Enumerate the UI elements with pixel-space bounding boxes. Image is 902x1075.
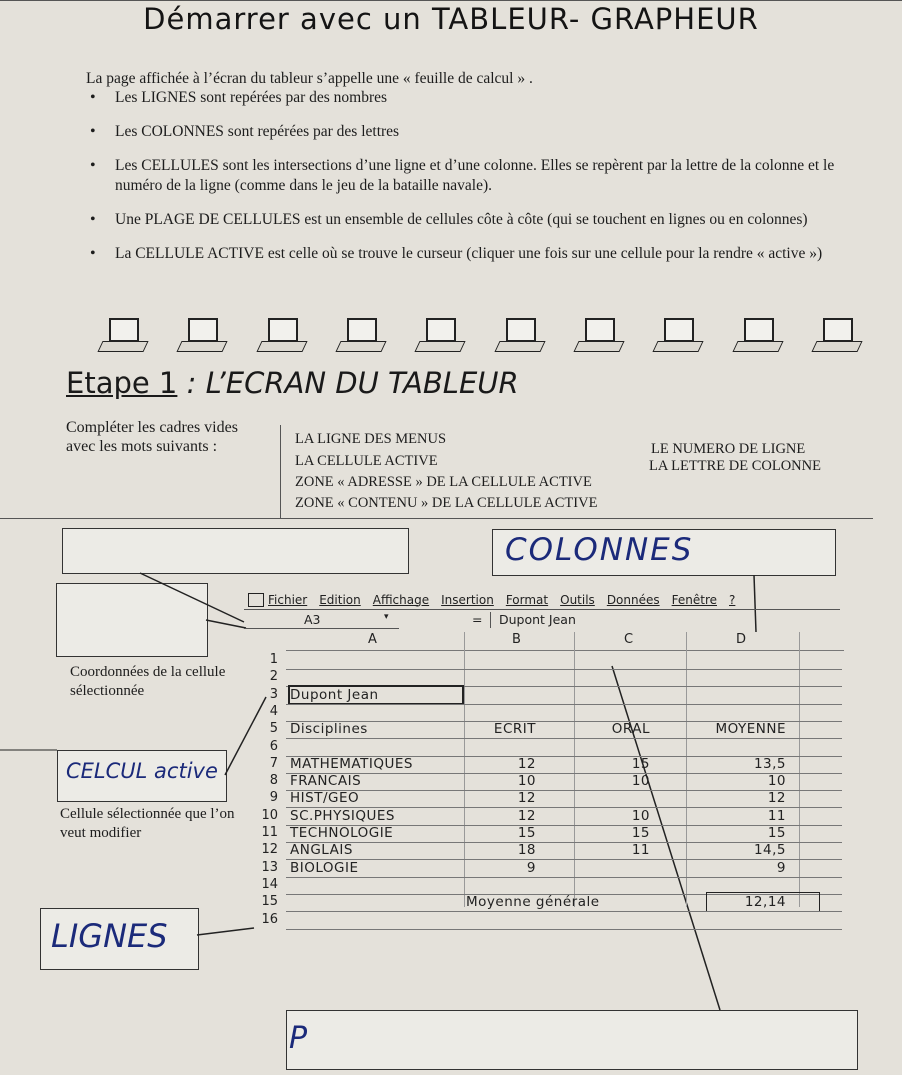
- table-row: [244, 860, 844, 878]
- answer-colonnes: COLONNES: [505, 532, 694, 568]
- label-coordonnees: Coordonnées de la cellule sélectionnée: [70, 664, 226, 699]
- cell-d[interactable]: 14,5: [753, 842, 786, 859]
- cell-d[interactable]: 13,5: [753, 755, 786, 772]
- menu-bar: [244, 590, 840, 610]
- menu-help[interactable]: ?: [729, 592, 736, 607]
- definition-colonnes: • Les COLONNES sont repérées par des lettres: [88, 122, 858, 142]
- cell-a[interactable]: MATHEMATIQUES: [290, 755, 413, 772]
- cell-b[interactable]: 9: [526, 859, 536, 876]
- step-text: : L’ECRAN DU TABLEUR: [186, 366, 519, 400]
- cell-a[interactable]: ANGLAIS: [290, 842, 353, 859]
- table-row: [244, 739, 844, 757]
- row-number[interactable]: 13: [261, 859, 278, 875]
- cell-d[interactable]: MOYENNE: [715, 721, 786, 738]
- cell-c[interactable]: 15: [631, 755, 650, 772]
- answer-cellule-active: CELCUL active: [66, 759, 218, 783]
- cell-a[interactable]: BIOLOGIE: [290, 859, 359, 876]
- name-box[interactable]: [244, 612, 399, 629]
- cell-d[interactable]: 15: [767, 825, 786, 841]
- word-menus: LA LIGNE DES MENUS: [295, 431, 447, 447]
- column-header-d[interactable]: D: [736, 632, 747, 647]
- cell-d[interactable]: 12,14: [744, 894, 786, 911]
- column-header-b[interactable]: B: [512, 632, 521, 647]
- definition-lignes: • Les LIGNES sont repérées par des nombres: [88, 88, 858, 108]
- table-row: [244, 825, 844, 843]
- menu-fenetre[interactable]: Fenêtre: [671, 592, 717, 607]
- column-header-a[interactable]: A: [368, 632, 377, 647]
- word-cellule-active: LA CELLULE ACTIVE: [295, 453, 438, 469]
- cell-a[interactable]: FRANCAIS: [290, 773, 362, 790]
- step-label: Etape 1: [66, 366, 178, 400]
- cell-b[interactable]: 15: [517, 825, 536, 841]
- row-number[interactable]: 16: [261, 911, 278, 927]
- table-row: [244, 790, 844, 808]
- table-row: [244, 756, 844, 774]
- cell-a[interactable]: TECHNOLOGIE: [290, 825, 394, 841]
- table-row: [244, 652, 844, 670]
- definition-cellule-active: • La CELLULE ACTIVE est celle où se trouve le curseur (cliquer une fois sur une cellule pour la rendre « active »): [88, 244, 858, 264]
- table-row: [244, 808, 844, 826]
- table-row: [244, 669, 844, 687]
- cell-a[interactable]: Disciplines: [290, 721, 368, 738]
- cell-d[interactable]: 10: [767, 773, 786, 790]
- menu-file-icon: [248, 593, 264, 607]
- answer-lignes: LIGNES: [51, 917, 168, 955]
- row-number[interactable]: 3: [269, 686, 278, 702]
- row-number[interactable]: 8: [269, 773, 278, 789]
- menu-insertion[interactable]: Insertion: [441, 592, 494, 607]
- cell-b[interactable]: 18: [517, 842, 536, 859]
- row-number[interactable]: 14: [261, 876, 278, 892]
- formula-content[interactable]: Dupont Jean: [490, 612, 839, 628]
- cell-b[interactable]: 12: [517, 755, 536, 772]
- row-number[interactable]: 4: [269, 703, 278, 719]
- row-number[interactable]: 12: [261, 842, 278, 858]
- formula-equals: =: [472, 612, 483, 627]
- row-divider: [286, 929, 842, 930]
- cell-a[interactable]: HIST/GEO: [290, 790, 360, 807]
- row-number[interactable]: 2: [269, 669, 278, 685]
- cell-c[interactable]: 10: [631, 807, 650, 824]
- instruction-line1: Compléter les cadres vides: [66, 419, 238, 436]
- row-number[interactable]: 15: [261, 894, 278, 910]
- page-title: Démarrer avec un TABLEUR- GRAPHEUR: [143, 2, 759, 36]
- cell-c[interactable]: 15: [631, 825, 650, 841]
- cell-c[interactable]: ORAL: [611, 721, 650, 738]
- spreadsheet-screenshot: [244, 590, 844, 970]
- cell-d[interactable]: 12: [767, 790, 786, 807]
- instruction-line2: avec les mots suivants :: [66, 438, 218, 455]
- cell-c[interactable]: 10: [631, 773, 650, 790]
- intro-text: La page affichée à l’écran du tableur s’appelle une « feuille de calcul » .: [86, 70, 533, 87]
- menu-edition[interactable]: Edition: [319, 592, 361, 607]
- menu-affichage[interactable]: Affichage: [372, 592, 430, 607]
- row-number[interactable]: 7: [269, 755, 278, 771]
- table-row: [244, 721, 844, 739]
- row-number[interactable]: 10: [261, 807, 278, 823]
- word-numero-ligne: LE NUMERO DE LIGNE: [651, 441, 806, 457]
- name-box-value: A3: [304, 612, 321, 627]
- table-row: [244, 704, 844, 722]
- active-cell[interactable]: Dupont Jean: [290, 687, 462, 703]
- cell-d-outline: [706, 892, 820, 912]
- cell-b[interactable]: Moyenne générale: [466, 894, 600, 911]
- row-number[interactable]: 11: [261, 825, 278, 840]
- column-header-row: [286, 632, 844, 651]
- row-number[interactable]: 6: [269, 738, 278, 754]
- cell-b[interactable]: 12: [517, 807, 536, 824]
- word-lettre-colonne: LA LETTRE DE COLONNE: [649, 458, 821, 474]
- menu-fichier[interactable]: Fichier: [268, 592, 308, 607]
- cell-d[interactable]: 11: [767, 807, 786, 824]
- cell-c[interactable]: 11: [631, 842, 650, 859]
- menu-outils[interactable]: Outils: [560, 592, 595, 607]
- cell-b[interactable]: ECRIT: [493, 721, 536, 738]
- cell-a[interactable]: SC.PHYSIQUES: [290, 807, 395, 824]
- menu-format[interactable]: Format: [505, 592, 549, 607]
- row-number[interactable]: 5: [269, 721, 278, 737]
- table-row: [244, 912, 844, 930]
- answer-bottom: P: [289, 1021, 308, 1056]
- formula-bar: [244, 612, 840, 630]
- definition-cellules: • Les CELLULES sont les intersections d’une ligne et d’une colonne. Elles se repèrent par la lettre de la colonne et le numéro de la ligne (comme dans le jeu de la bataille navale).: [88, 156, 858, 196]
- chevron-down-icon[interactable]: ▾: [384, 612, 389, 622]
- table-row: [244, 842, 844, 860]
- menu-donnees[interactable]: Données: [606, 592, 660, 607]
- row-number[interactable]: 9: [269, 790, 278, 806]
- word-adresse: ZONE « ADRESSE » DE LA CELLULE ACTIVE: [295, 474, 592, 490]
- label-cellule-selectionnee: Cellule sélectionnée que l’on veut modifier: [60, 806, 235, 841]
- cell-b[interactable]: 10: [517, 773, 536, 790]
- row-number[interactable]: 1: [269, 652, 278, 667]
- word-contenu: ZONE « CONTENU » DE LA CELLULE ACTIVE: [295, 495, 598, 511]
- table-row: [244, 894, 844, 912]
- definition-plage: • Une PLAGE DE CELLULES est un ensemble de cellules côte à côte (qui se touchent en lignes ou en colonnes): [88, 210, 858, 230]
- column-header-c[interactable]: C: [624, 632, 634, 647]
- cell-d[interactable]: 9: [776, 859, 786, 876]
- cell-b[interactable]: 12: [517, 790, 536, 807]
- table-row: [244, 773, 844, 791]
- table-row: [244, 687, 844, 705]
